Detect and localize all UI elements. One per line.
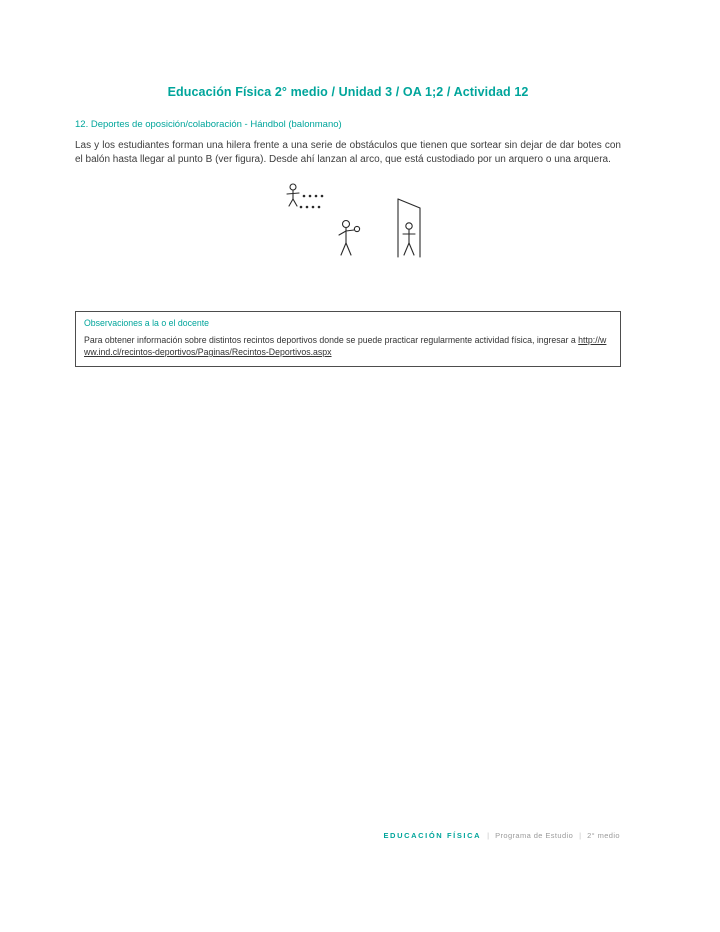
footer-separator-2: |	[579, 831, 582, 840]
page-footer	[383, 831, 620, 840]
goal-with-goalkeeper-icon	[398, 199, 420, 257]
observations-heading: Observaciones a la o el docente	[84, 318, 210, 328]
observations-body: Para obtener información sobre distintos recintos deportivos donde se puede practicar regularmente actividad física, ingresar a	[84, 335, 579, 345]
recintos-deportivos-link[interactable]: http://www.ind.cl/recintos-deportivos/Paginas/Recintos-Deportivos.aspx	[84, 335, 607, 357]
footer-separator-1: |	[487, 831, 490, 840]
teacher-observations-box	[75, 311, 621, 367]
observations-text	[84, 334, 612, 358]
page-title: Educación Física 2° medio / Unidad 3 / OA 1;2 / Actividad 12	[167, 85, 529, 99]
footer-brand: EDUCACIÓN FÍSICA	[383, 831, 482, 840]
player-with-ball-icon	[339, 221, 360, 256]
drill-illustration	[280, 181, 440, 269]
runner-icon	[287, 184, 299, 206]
obstacle-dots	[300, 195, 324, 209]
activity-paragraph: Las y los estudiantes forman una hilera frente a una serie de obstáculos que tienen que sortear sin dejar de dar botes con el balón hasta llegar al punto B (ver figura). Desde ahí lanzan al arco, que está custodiado por un arquero o una arquera.	[75, 140, 621, 165]
handball-drill-figure	[280, 181, 440, 269]
page-content	[75, 0, 621, 367]
activity-heading: 12. Deportes de oposición/colaboración - Hándbol (balonmano)	[75, 119, 342, 130]
footer-program: Programa de Estudio	[495, 831, 574, 840]
footer-grade: 2° medio	[587, 831, 620, 840]
